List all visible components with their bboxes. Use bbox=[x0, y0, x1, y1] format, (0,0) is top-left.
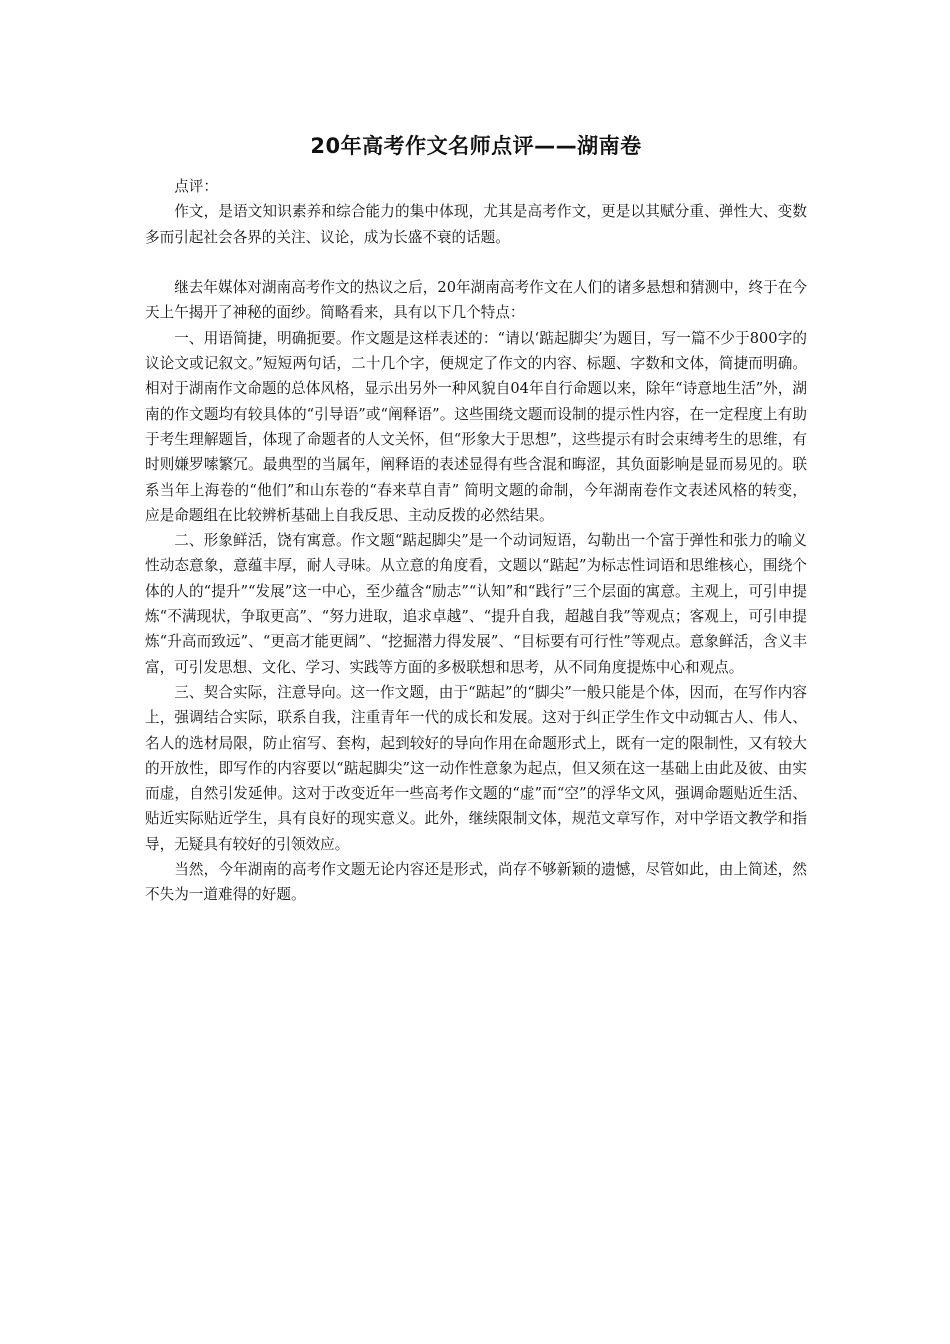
paragraph-point-three: 三、契合实际，注意导向。这一作文题，由于“踮起”的“脚尖”一般只能是个体，因而，在写作内容上，强调结合实际，联系自我，注重青年一代的成长和发展。这对于纠正学生作文中动辄古人、伟人、名人的选材局限，防止宿写、套构，起到较好的导向作用在命题形式上，既有一定的限制性，又有较大的开放性，即写作的内容要以“踮起脚尖”这一动作性意象为起点，但又须在这一基础上由此及彼、由实而虚，自然引发延伸。这对于改变近年一些高考作文题的“虚”而“空”的浮华文风，强调命题贴近生活、贴近实际贴近学生，具有良好的现实意义。此外，继续限制文体，规范文章写作，对中学语文教学和指导，无疑具有较好的引领效应。 bbox=[145, 683, 807, 853]
paragraph-conclusion: 当然，今年湖南的高考作文题无论内容还是形式，尚存不够新颖的遗憾，尽管如此，由上简述，然不失为一道难得的好题。 bbox=[145, 861, 807, 904]
paragraph-overview: 继去年媒体对湖南高考作文的热议之后，20年湖南高考作文在人们的诸多悬想和猜测中，终于在今天上午揭开了神秘的面纱。简略看来，具有以下几个特点： bbox=[145, 279, 807, 322]
paragraph-point-two: 二、形象鲜活，饶有寓意。作文题“踮起脚尖”是一个动词短语，勾勒出一个富于弹性和张力的喻义性动态意象，意蕴丰厚，耐人寻味。从立意的角度看，文题以“踮起”为标志性词语和思维核心，围绕个体的人的“提升”“发展”这一中心，至少蕴含“励志”“认知”和“践行”三个层面的寓意。主观上，可引申提炼“不满现状，争取更高”、“努力进取，追求卓越”、“提升自我，超越自我”等观点；客观上，可引申提炼“升高而致远”、“更高才能更阔”、“挖掘潜力得发展”、“目标要有可行性”等观点。意象鲜活，含义丰富，可引发思想、文化、学习、实践等方面的多极联想和思考，从不同角度提炼中心和观点。 bbox=[145, 532, 807, 676]
document-title: 20年高考作文名师点评——湖南卷 bbox=[310, 134, 642, 158]
paragraph-intro: 作文，是语文知识素养和综合能力的集中体现，尤其是高考作文，更是以其赋分重、弹性大、变数多而引起社会各界的关注、议论，成为长盛不衰的话题。 bbox=[145, 203, 807, 246]
document-page bbox=[145, 128, 807, 908]
review-label: 点评： bbox=[174, 178, 218, 195]
blank-line bbox=[145, 250, 807, 275]
paragraph-point-one: 一、用语简捷，明确扼要。作文题是这样表述的：“请以‘踮起脚尖’为题目，写一篇不少于800字的议论文或记叙文。”短短两句话，二十几个字，便规定了作文的内容、标题、字数和文体，简捷而明确。相对于湖南作文命题的总体风格，显示出另外一种风貌自04年自行命题以来，除年“诗意地生活”外，湖南的作文题均有较具体的“引导语”或“阐释语”。这些围绕文题而设制的提示性内容，在一定程度上有助于考生理解题旨，体现了命题者的人文关怀，但“形象大于思想”，这些提示有时会束缚考生的思维，有时则嫌罗嗦繁冗。最典型的当属年，阐释语的表述显得有些含混和晦涩，其负面影响是显而易见的。联系当年上海卷的“他们”和山东卷的“春来草自青” 简明文题的命制，今年湖南卷作文表述风格的转变，应是命题组在比较辨析基础上自我反思、主动反拨的必然结果。 bbox=[145, 329, 807, 524]
